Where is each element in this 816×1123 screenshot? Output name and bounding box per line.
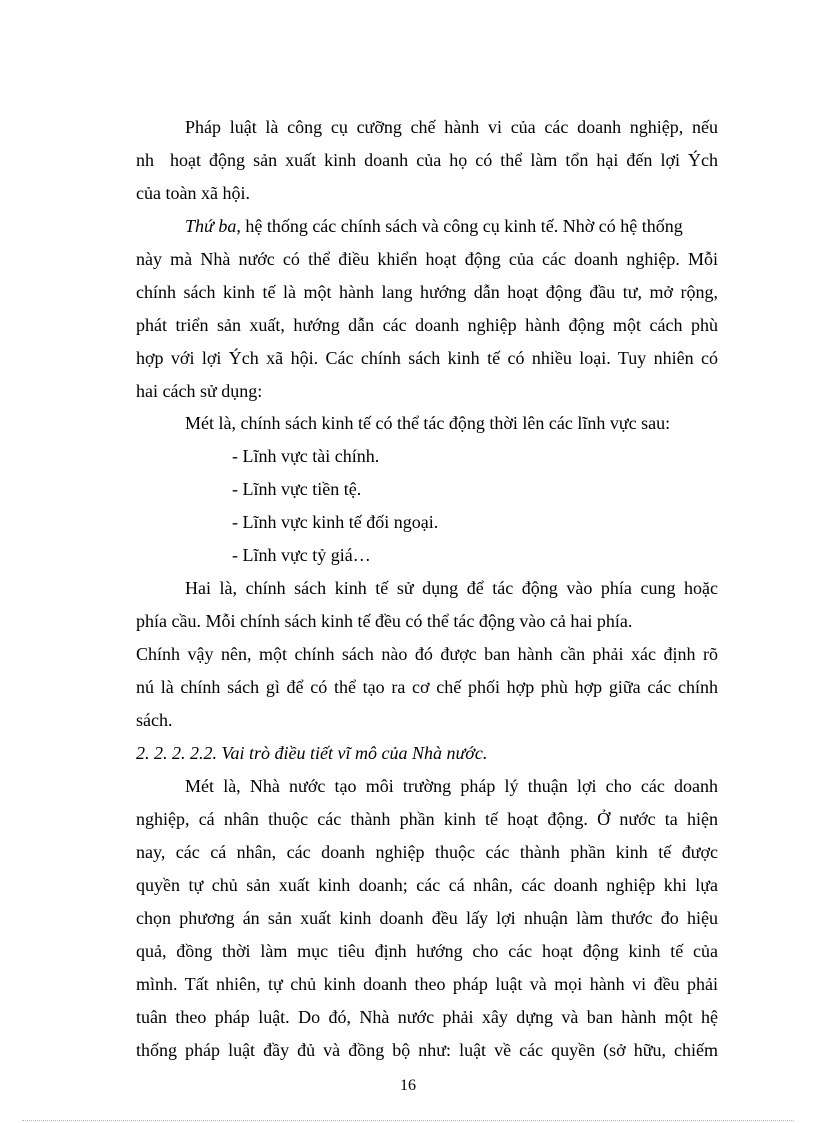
page-divider [22, 1120, 794, 1121]
text-line: mình. Tất nhiên, tự chủ kinh doanh theo pháp luật và mọi hành vi đều phải [136, 974, 718, 994]
text-line: hai cách sử dụng: [136, 381, 263, 401]
text-line: tuân theo pháp luật. Do đó, Nhà nước phải xây dựng và ban hành một hệ [136, 1007, 718, 1027]
text-line: của toàn xã hội. [136, 183, 250, 203]
text-line: thống pháp luật đầy đủ và đồng bộ như: luật về các quyền (sở hữu, chiếm [136, 1040, 718, 1060]
text-line: nay, các cá nhân, các doanh nghiệp thuộc các thành phần kinh tế được [136, 842, 718, 862]
text-line: Hai là, chính sách kinh tế sử dụng để tác động vào phía cung hoặc [185, 578, 718, 598]
text-line: Chính vậy nên, một chính sách nào đó được ban hành cần phải xác định rõ [136, 644, 718, 664]
text-line: phát triển sản xuất, hướng dẫn các doanh nghiệp hành động một cách phù [136, 315, 718, 335]
text-line: Mét là, Nhà nước tạo môi trường pháp lý thuận lợi cho các doanh [185, 776, 718, 796]
list-item: - Lĩnh vực tài chính. [232, 446, 380, 466]
page-number: 16 [400, 1077, 416, 1094]
emphasis: Thứ ba [185, 216, 237, 236]
text-fragment: nh [136, 150, 154, 170]
text-line: nghiệp, cá nhân thuộc các thành phần kinh tế hoạt động. Ở nước ta hiện [136, 809, 718, 829]
text-line: hợp với lợi Ých xã hội. Các chính sách kinh tế có nhiều loại. Tuy nhiên có [136, 348, 718, 368]
text-line [185, 215, 683, 237]
text-line: hoạt động sản xuất kinh doanh của họ có thể làm tổn hại đến lợi Ých [170, 150, 718, 170]
text-line: chọn phương án sản xuất kinh doanh đều lấy lợi nhuận làm thước đo hiệu [136, 908, 718, 928]
text-line: Mét là, chính sách kinh tế có thể tác động thời lên các lĩnh vực sau: [185, 413, 671, 433]
list-item: - Lĩnh vực tiền tệ. [232, 479, 362, 499]
text-line: sách. [136, 710, 173, 730]
text-line: Pháp luật là công cụ cưỡng chế hành vi của các doanh nghiệp, nếu [185, 117, 718, 137]
text-line: chính sách kinh tế là một hành lang hướng dẫn hoạt động đầu tư, mở rộng, [136, 282, 718, 302]
list-item: - Lĩnh vực tỷ giá… [232, 545, 371, 565]
text-run: , hệ thống các chính sách và công cụ kinh tế. Nhờ có hệ thống [236, 216, 683, 236]
text-line: quả, đồng thời làm mục tiêu định hướng cho các hoạt động kinh tế của [136, 941, 718, 961]
text-line: quyền tự chủ sản xuất kinh doanh; các cá nhân, các doanh nghiệp khi lựa [136, 875, 718, 895]
text-line: này mà Nhà nước có thể điều khiển hoạt động của các doanh nghiệp. Mỗi [136, 249, 718, 269]
list-item: - Lĩnh vực kinh tế đối ngoại. [232, 512, 439, 532]
text-line: nú là chính sách gì để có thể tạo ra cơ chế phối hợp phù hợp giữa các chính [136, 677, 718, 697]
section-heading: 2. 2. 2. 2.2. Vai trò điều tiết vĩ mô của Nhà nước. [136, 743, 488, 763]
text-line: phía cầu. Mỗi chính sách kinh tế đều có thể tác động vào cả hai phía. [136, 611, 633, 631]
